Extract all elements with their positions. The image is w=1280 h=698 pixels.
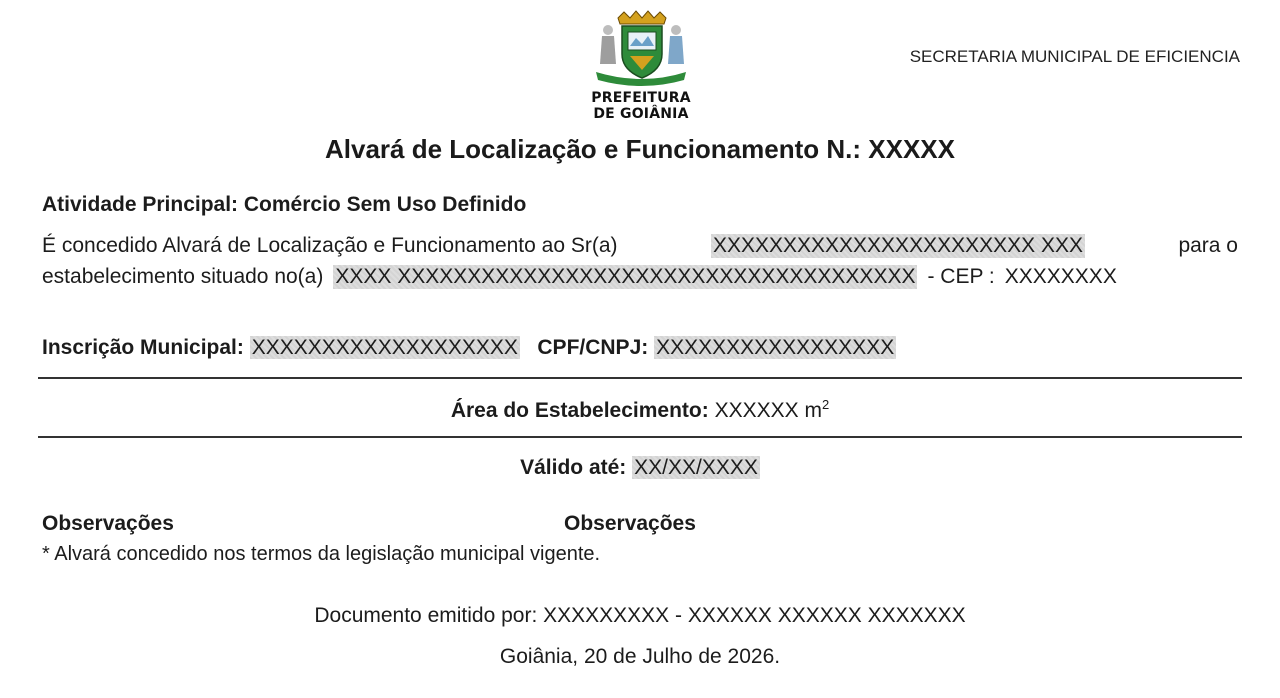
area-value: XXXXXX m <box>714 399 822 422</box>
endereco-value: XXXX XXXXXXXXXXXXXXXXXXXXXXXXXXXXXXXXXXXXX <box>335 265 916 288</box>
documento-emitido: Documento emitido por: XXXXXXXXX - XXXXXX XXXXXX XXXXXXX <box>314 604 966 627</box>
local-data: Goiânia, 20 de Julho de 2026. <box>499 645 781 668</box>
logo-line-1: PREFEITURA <box>591 90 691 106</box>
inscricao-row <box>42 336 896 360</box>
validade-row <box>0 456 1280 480</box>
inscricao-label: Inscrição Municipal: <box>42 336 244 359</box>
inscricao-value: XXXXXXXXXXXXXXXXXXX <box>251 336 518 359</box>
prefeitura-goiania-coat-of-arms-icon <box>586 8 696 88</box>
area-label: Área do Estabelecimento: <box>450 399 709 422</box>
cep-label: - CEP : <box>927 265 995 288</box>
atividade-principal <box>42 193 526 217</box>
document-title <box>0 134 1280 165</box>
observacoes-note: * Alvará concedido nos termos da legislação municipal vigente. <box>42 543 601 565</box>
area-row <box>0 397 1280 423</box>
validade-label: Válido até: <box>520 456 627 479</box>
logo-line-2: DE GOIÂNIA <box>593 106 689 122</box>
logo-text <box>586 90 696 122</box>
observacoes-heading-center: Observações <box>564 512 696 535</box>
divider-bottom <box>38 436 1242 438</box>
cep-value: XXXXXXXX <box>1004 265 1117 288</box>
title-text: Alvará de Localização e Funcionamento N.: <box>325 134 862 164</box>
titular-nome: XXXXXXXXXXXXXXXXXXXXXXX XXX <box>712 234 1083 257</box>
concessao-prefix: É concedido Alvará de Localização e Funcionamento ao Sr(a) <box>42 234 618 257</box>
divider-top <box>38 377 1242 379</box>
cpf-cnpj-label: CPF/CNPJ: <box>537 336 649 359</box>
concessao-line-2 <box>42 265 1238 289</box>
atividade-value: Comércio Sem Uso Definido <box>243 193 527 216</box>
alvara-number: XXXXX <box>868 134 955 164</box>
concessao-line-1 <box>42 234 1238 258</box>
concessao-suffix: para o <box>1178 234 1238 257</box>
validade-value: XX/XX/XXXX <box>634 456 758 479</box>
cpf-cnpj-value: XXXXXXXXXXXXXXXXX <box>656 336 895 359</box>
secretaria-label: SECRETARIA MUNICIPAL DE EFICIENCIA <box>909 47 1240 66</box>
estabelecimento-prefix: estabelecimento situado no(a) <box>42 265 324 288</box>
area-unit-superscript: 2 <box>821 397 830 412</box>
atividade-label: Atividade Principal: <box>42 193 239 216</box>
observacoes-heading-left: Observações <box>42 512 174 535</box>
prefeitura-logo <box>586 8 696 126</box>
